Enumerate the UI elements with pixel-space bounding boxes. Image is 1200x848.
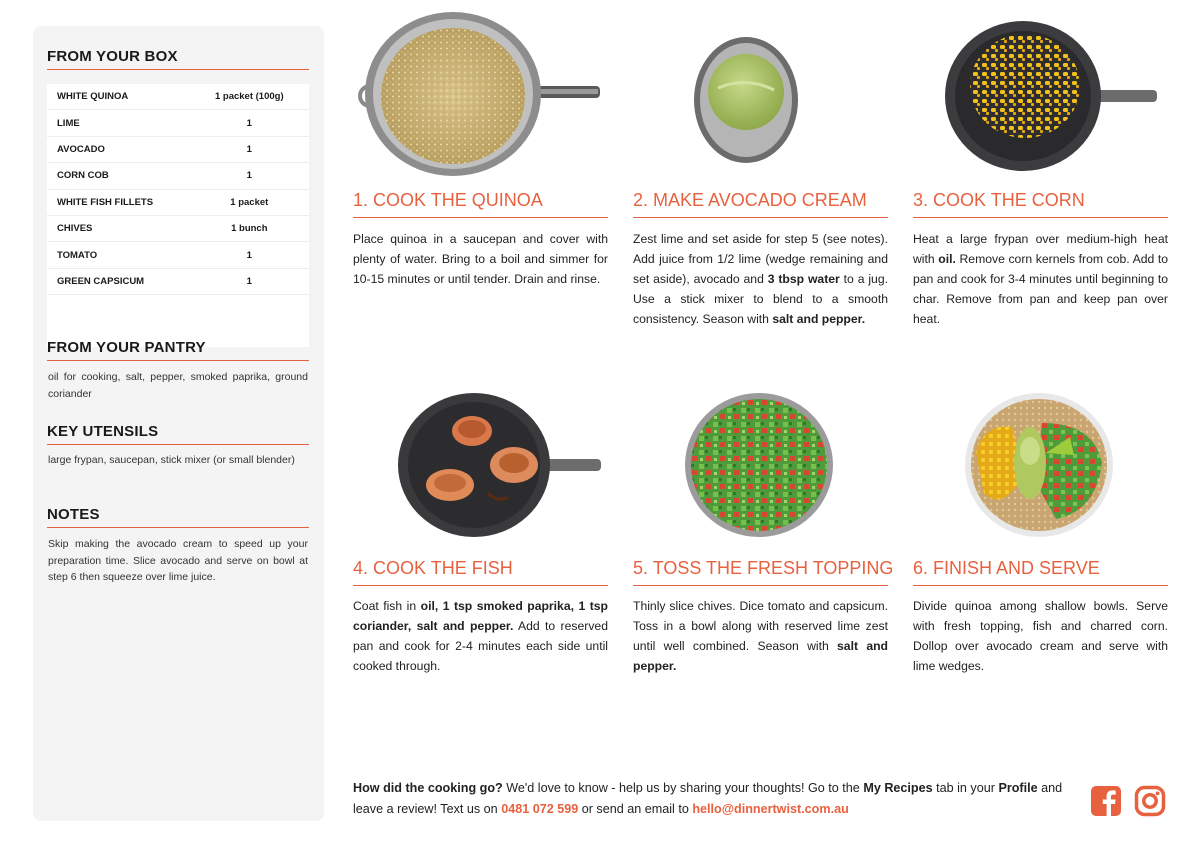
footer-text: tab in your: [932, 781, 999, 795]
step-1-text: [353, 229, 608, 289]
table-row: [47, 163, 309, 189]
text-segment: Divide quinoa among shallow bowls. Serve with fresh topping, fish and charred corn. Dollop over avocado cream and serve with lime wedges.: [913, 599, 1168, 673]
step-3-text: [913, 229, 1168, 329]
step-3-title: 3. COOK THE CORN: [913, 190, 1085, 210]
from-your-pantry-title: FROM YOUR PANTRY: [47, 339, 309, 356]
table-row: [47, 137, 309, 163]
step-5-text: [633, 596, 888, 676]
from-your-box-title: FROM YOUR BOX: [47, 48, 309, 65]
notes-text: Skip making the avocado cream to speed up your preparation time. Slice avocado and serve on bowl at step 6 then squeeze over lime juice.: [48, 538, 308, 583]
avocado-cream-photo: [692, 36, 800, 164]
table-row: [47, 110, 309, 136]
ingredient-qty: 1 packet (100g): [214, 91, 284, 103]
ingredient-qty: 1 bunch: [231, 223, 268, 235]
utensils-text: large frypan, saucepan, stick mixer (or small blender): [48, 454, 295, 466]
step-2-text: [633, 229, 888, 329]
table-row: [47, 242, 309, 268]
quinoa-pot-photo: [358, 26, 603, 171]
text-segment: Coat fish in: [353, 599, 421, 613]
table-row: [47, 84, 309, 110]
bold-text: oil.: [938, 252, 956, 266]
table-row: [47, 269, 309, 295]
ingredient-qty: 1: [246, 170, 252, 182]
facebook-icon[interactable]: [1090, 785, 1122, 817]
step-5-title: 5. TOSS THE FRESH TOPPING: [633, 558, 894, 578]
text-segment: to a jug. Use a stick mixer to blend to a smooth consistency. Season with: [633, 272, 888, 326]
box-ingredients-table: [47, 84, 309, 347]
text-segment: Place quinoa in a saucepan and cover with plenty of water. Bring to a boil and simmer for 10-15 minutes or until tender. Drain and rinse.: [353, 232, 608, 286]
text-segment: Zest lime and set aside for step 5 (see notes). Add juice from 1/2 lime (wedge remaining and set aside), avocado and: [633, 232, 888, 286]
ingredient-name: TOMATO: [57, 249, 98, 261]
step-2-title: 2. MAKE AVOCADO CREAM: [633, 190, 867, 210]
fish-frypan-photo: [398, 393, 603, 538]
bold-text: oil, 1 tsp smoked paprika, 1 tsp coriander, salt and pepper.: [353, 599, 608, 633]
ingredient-qty: 1 packet: [230, 196, 269, 208]
ingredient-name: CORN COB: [57, 170, 109, 182]
ingredient-name: WHITE QUINOA: [57, 91, 129, 103]
fresh-topping-photo: [684, 393, 834, 538]
ingredient-qty: 1: [246, 117, 252, 129]
footer-text: or send an email to: [578, 802, 693, 816]
ingredient-name: AVOCADO: [57, 143, 105, 155]
ingredients-sidebar: [33, 26, 324, 821]
ingredient-qty: 1: [246, 275, 252, 287]
bold-text: 3 tbsp water: [767, 272, 840, 286]
profile-link[interactable]: Profile: [998, 781, 1038, 795]
footer-text: We'd love to know - help us by sharing your thoughts! Go to the: [502, 781, 864, 795]
feedback-footer: [353, 778, 1073, 820]
ingredient-name: GREEN CAPSICUM: [57, 275, 145, 287]
finished-bowl-photo: [964, 393, 1114, 538]
bold-text: salt and pepper.: [633, 639, 888, 673]
bold-text: salt and pepper.: [772, 312, 866, 326]
ingredient-name: LIME: [57, 117, 80, 129]
my-recipes-link[interactable]: My Recipes: [863, 781, 933, 795]
step-1-title: 1. COOK THE QUINOA: [353, 190, 543, 210]
step-6-title: 6. FINISH AND SERVE: [913, 558, 1100, 578]
step-4-text: [353, 596, 608, 676]
ingredient-qty: 1: [246, 249, 252, 261]
footer-question: How did the cooking go?: [353, 781, 503, 795]
phone-link[interactable]: 0481 072 599: [501, 802, 579, 816]
table-row: [47, 216, 309, 242]
step-4-title: 4. COOK THE FISH: [353, 558, 513, 578]
ingredient-name: CHIVES: [57, 223, 93, 235]
footer-text: and leave a review! Text us on: [353, 781, 1063, 816]
text-segment: Remove corn kernels from cob. Add to pan and cook for 3-4 minutes until beginning to char. Remove from pan and keep pan over heat.: [913, 252, 1169, 326]
text-segment: Thinly slice chives. Dice tomato and capsicum. Toss in a bowl along with reserved lime zest until well combined. Season with: [633, 599, 888, 653]
ingredient-qty: 1: [246, 143, 252, 155]
corn-frypan-photo: [945, 26, 1160, 171]
step-6-text: [913, 596, 1168, 676]
email-link[interactable]: hello@dinnertwist.com.au: [692, 802, 849, 816]
text-segment: Heat a large frypan over medium-high heat with: [913, 232, 1168, 266]
key-utensils-title: KEY UTENSILS: [47, 423, 309, 440]
ingredient-name: WHITE FISH FILLETS: [57, 196, 154, 208]
instagram-icon[interactable]: [1134, 785, 1166, 817]
pantry-text: oil for cooking, salt, pepper, smoked paprika, ground coriander: [48, 371, 308, 400]
notes-title: NOTES: [47, 506, 309, 523]
text-segment: Add to reserved pan and cook for 2-4 minutes each side until cooked through.: [353, 619, 608, 673]
table-row: [47, 190, 309, 216]
